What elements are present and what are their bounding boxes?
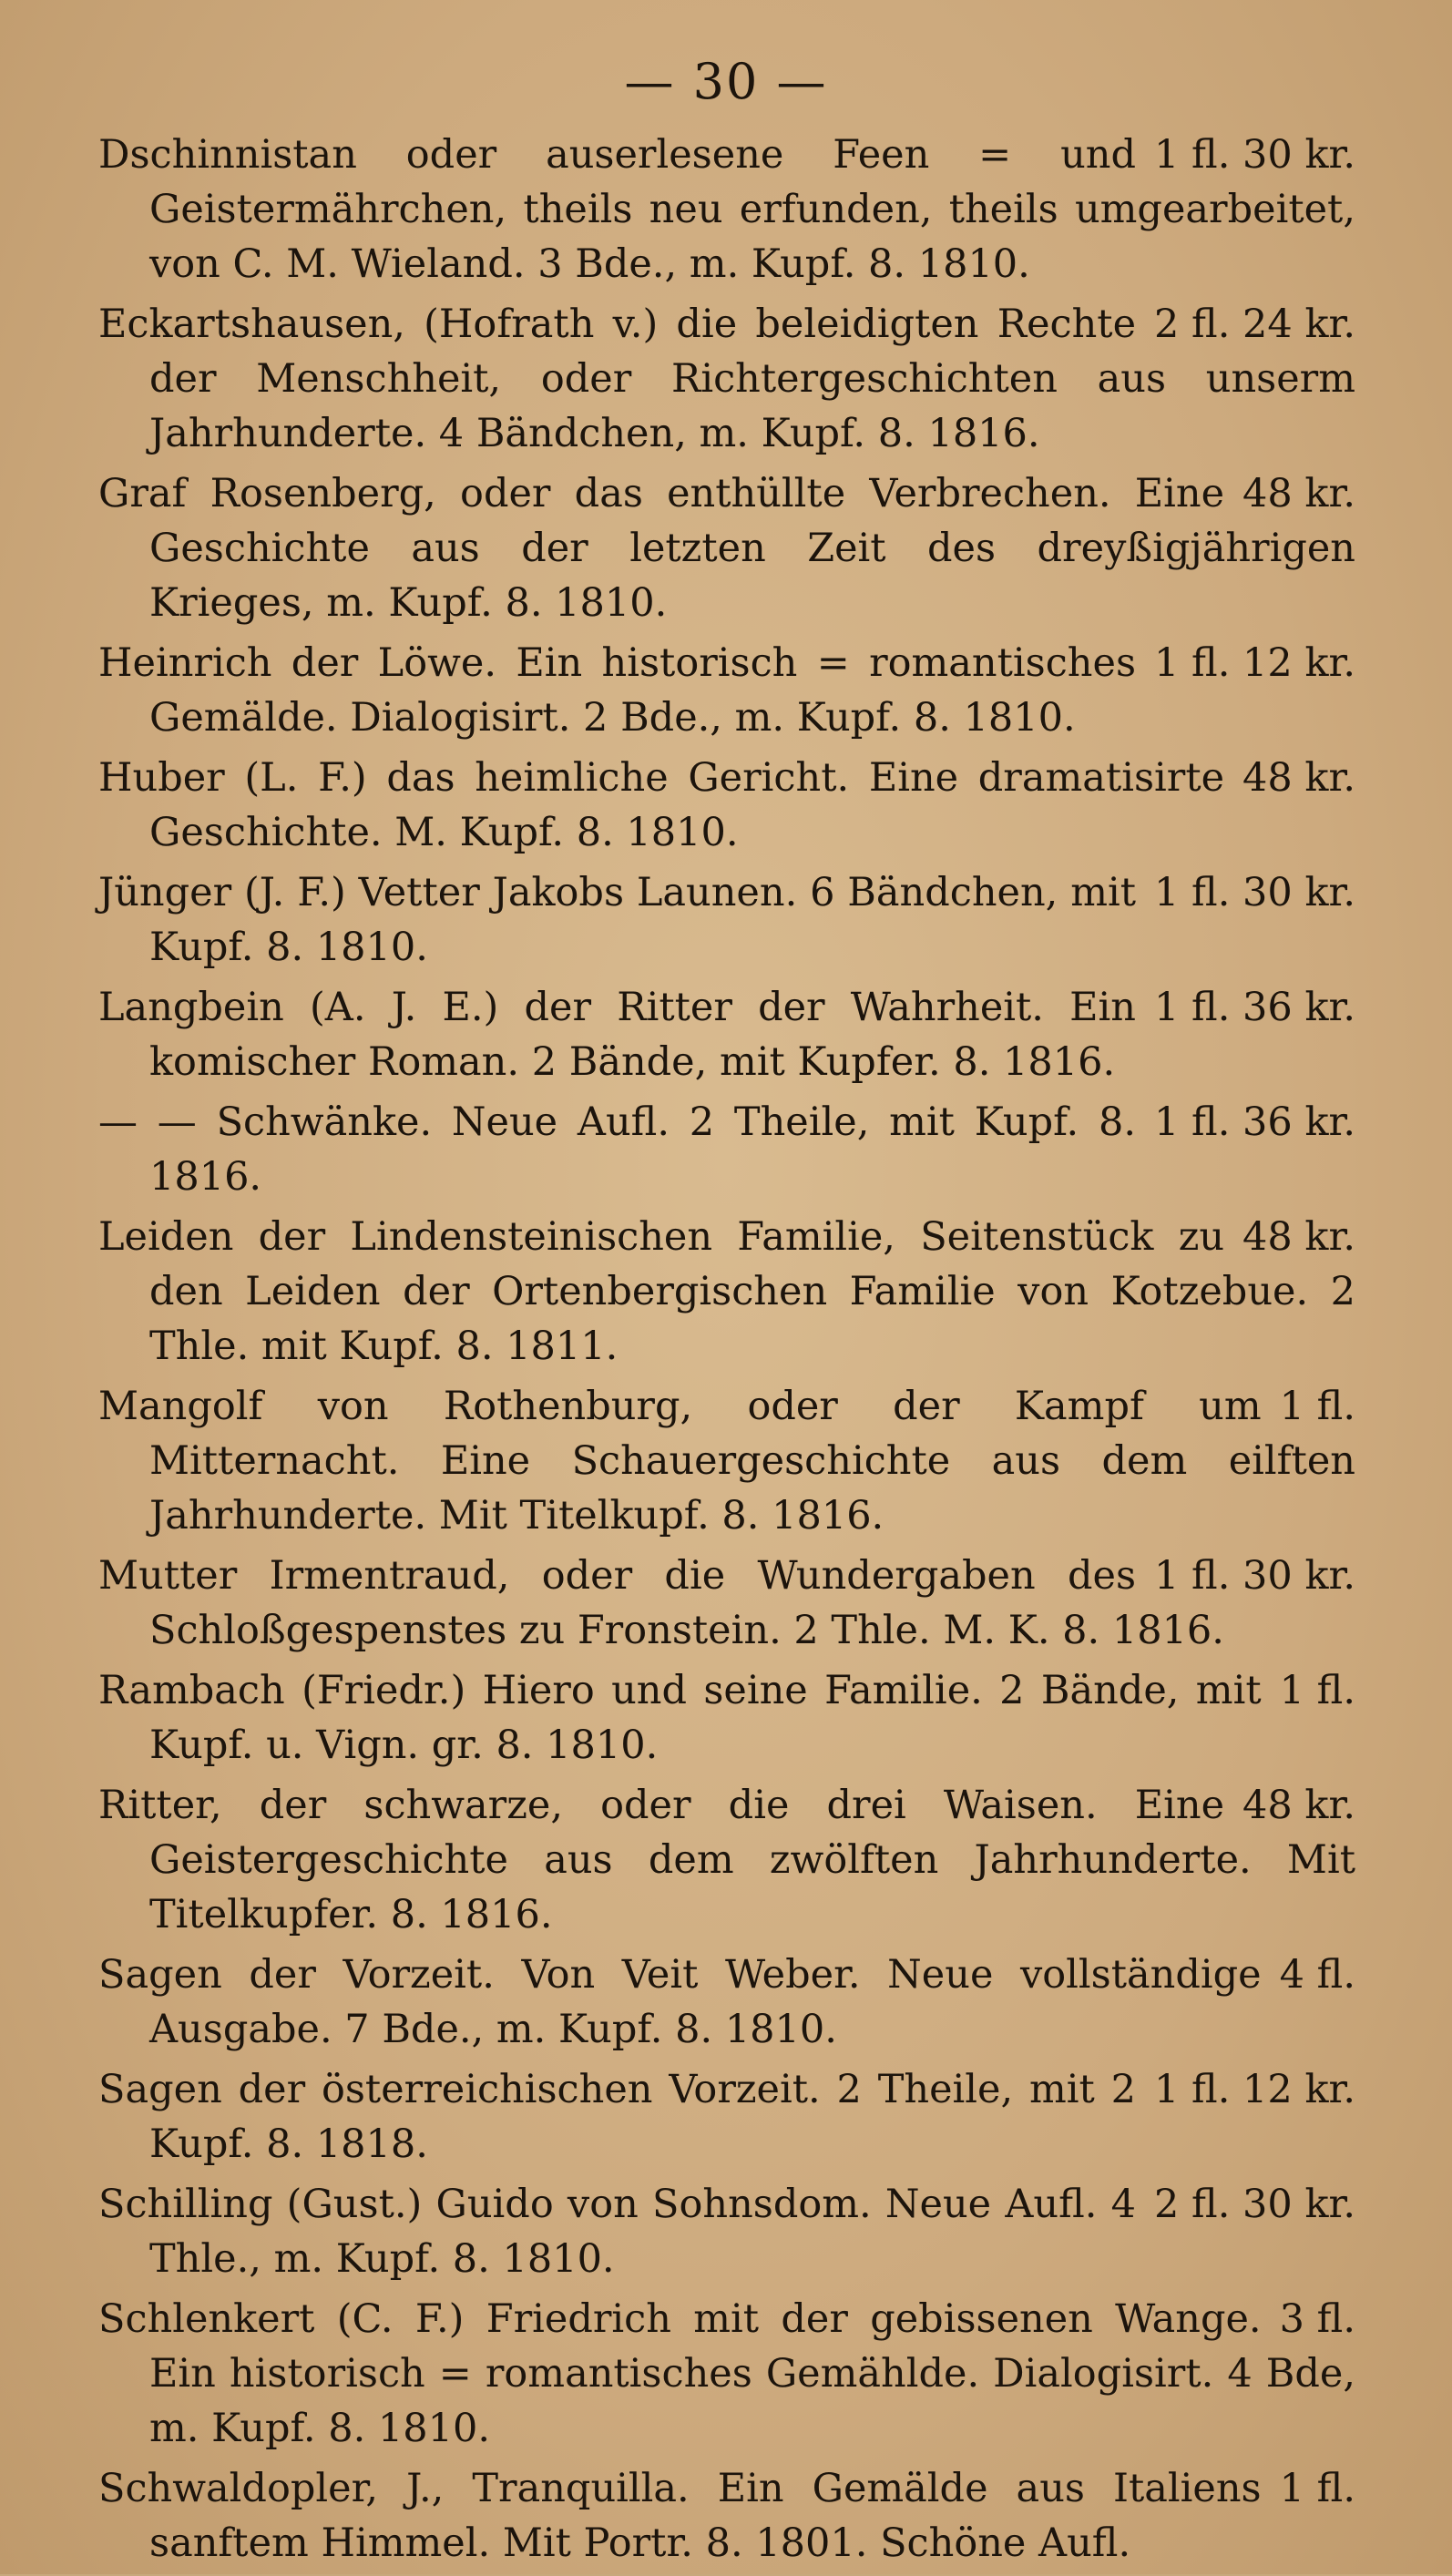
catalog-entry	[98, 128, 1355, 291]
entry-price: 1 fl. 12 kr.	[1154, 640, 1355, 686]
catalog-entry	[98, 1210, 1355, 1374]
catalog-entry	[98, 1549, 1355, 1658]
catalog-entry	[98, 2292, 1355, 2456]
entry-text: Langbein (A. J. E.) der Ritter der Wahrheit. Ein komischer Roman. 2 Bände, mit Kupfer. 8. 1816.	[98, 985, 1137, 1085]
entry-price: 2 fl. 30 kr.	[1154, 2182, 1355, 2227]
entry-text: Schilling (Gust.) Guido von Sohnsdom. Neue Aufl. 4 Thle., m. Kupf. 8. 1810.	[98, 2182, 1137, 2282]
entry-price: 4 fl.	[1279, 1952, 1355, 1998]
catalog-entry	[98, 1663, 1355, 1773]
entry-text: Schlenkert (C. F.) Friedrich mit der gebissenen Wange. Ein historisch = romantisches Gemählde. Dialogisirt. 4 Bde, m. Kupf. 8. 1810.	[98, 2296, 1355, 2451]
catalog-entry	[98, 751, 1355, 860]
entry-price: 48 kr.	[1242, 755, 1355, 801]
catalog-entries	[98, 128, 1355, 2576]
entry-price: 48 kr.	[1242, 1783, 1355, 1828]
entry-text: — — Schwänke. Neue Aufl. 2 Theile, mit Kupf. 8. 1816.	[98, 1099, 1137, 1200]
catalog-entry	[98, 1095, 1355, 1204]
entry-text: Schwaldopler, J., Tranquilla. Ein Gemälde aus Italiens sanftem Himmel. Mit Portr. 8. 1801. Schöne Aufl.	[98, 2466, 1262, 2566]
entry-text: Huber (L. F.) das heimliche Gericht. Eine dramatisirte Geschichte. M. Kupf. 8. 1810.	[98, 755, 1225, 855]
entry-price: 1 fl. 36 kr.	[1154, 1099, 1355, 1145]
catalog-entry	[98, 2461, 1355, 2571]
catalog-entry	[98, 1947, 1355, 2057]
catalog-entry	[98, 980, 1355, 1089]
entry-text: Graf Rosenberg, oder das enthüllte Verbrechen. Eine Geschichte aus der letzten Zeit des dreyßigjährigen Krieges, m. Kupf. 8. 1810.	[98, 471, 1355, 626]
entry-text: Mutter Irmentraud, oder die Wundergaben des Schloßgespenstes zu Fronstein. 2 Thle. M. K. 8. 1816.	[98, 1553, 1224, 1653]
entry-price: 1 fl. 30 kr.	[1154, 870, 1355, 915]
entry-price: 1 fl.	[1279, 1668, 1355, 1713]
entry-text: Dschinnistan oder auserlesene Feen = und Geistermährchen, theils neu erfunden, theils umgearbeitet, von C. M. Wieland. 3 Bde., m. Kupf. 8. 1810.	[98, 132, 1355, 287]
entry-price: 1 fl.	[1279, 1384, 1355, 1429]
entry-price: 1 fl. 12 kr.	[1154, 2067, 1355, 2112]
entry-price: 48 kr.	[1242, 471, 1355, 516]
page-number: — 30 —	[624, 53, 828, 110]
entry-price: 2 fl. 24 kr.	[1154, 302, 1355, 347]
entry-text: Mangolf von Rothenburg, oder der Kampf um Mitternacht. Eine Schauergeschichte aus dem eilften Jahrhunderte. Mit Titelkupf. 8. 1816.	[98, 1384, 1355, 1538]
entry-price: 1 fl.	[1279, 2466, 1355, 2511]
entry-price: 3 fl.	[1279, 2296, 1355, 2342]
catalog-entry	[98, 297, 1355, 461]
entry-text: Sagen der Vorzeit. Von Veit Weber. Neue vollständige Ausgabe. 7 Bde., m. Kupf. 8. 1810.	[98, 1952, 1262, 2052]
entry-price: 1 fl. 30 kr.	[1154, 1553, 1355, 1599]
catalog-entry	[98, 2062, 1355, 2172]
catalog-entry	[98, 2177, 1355, 2286]
entry-price: 1 fl. 30 kr.	[1154, 132, 1355, 178]
catalog-entry	[98, 865, 1355, 975]
entry-text: Ritter, der schwarze, oder die drei Waisen. Eine Geistergeschichte aus dem zwölften Jahrhunderte. Mit Titelkupfer. 8. 1816.	[98, 1783, 1355, 1937]
catalog-entry	[98, 466, 1355, 630]
entry-text: Sagen der österreichischen Vorzeit. 2 Theile, mit 2 Kupf. 8. 1818.	[98, 2067, 1137, 2167]
catalog-entry	[98, 636, 1355, 745]
entry-price: 1 fl. 36 kr.	[1154, 985, 1355, 1030]
entry-text: Rambach (Friedr.) Hiero und seine Familie. 2 Bände, mit Kupf. u. Vign. gr. 8. 1810.	[98, 1668, 1262, 1768]
entry-text: Eckartshausen, (Hofrath v.) die beleidigten Rechte der Menschheit, oder Richtergeschichten aus unserm Jahrhunderte. 4 Bändchen, m. Kupf. 8. 1816.	[98, 302, 1355, 456]
entry-text: Heinrich der Löwe. Ein historisch = romantisches Gemälde. Dialogisirt. 2 Bde., m. Kupf. 8. 1810.	[98, 640, 1137, 741]
catalog-entry	[98, 1778, 1355, 1942]
entry-text: Jünger (J. F.) Vetter Jakobs Launen. 6 Bändchen, mit Kupf. 8. 1810.	[98, 870, 1137, 970]
entry-text: Leiden der Lindensteinischen Familie, Seitenstück zu den Leiden der Ortenbergischen Familie von Kotzebue. 2 Thle. mit Kupf. 8. 1811.	[98, 1214, 1355, 1369]
entry-price: 48 kr.	[1242, 1214, 1355, 1260]
catalog-entry	[98, 1379, 1355, 1543]
